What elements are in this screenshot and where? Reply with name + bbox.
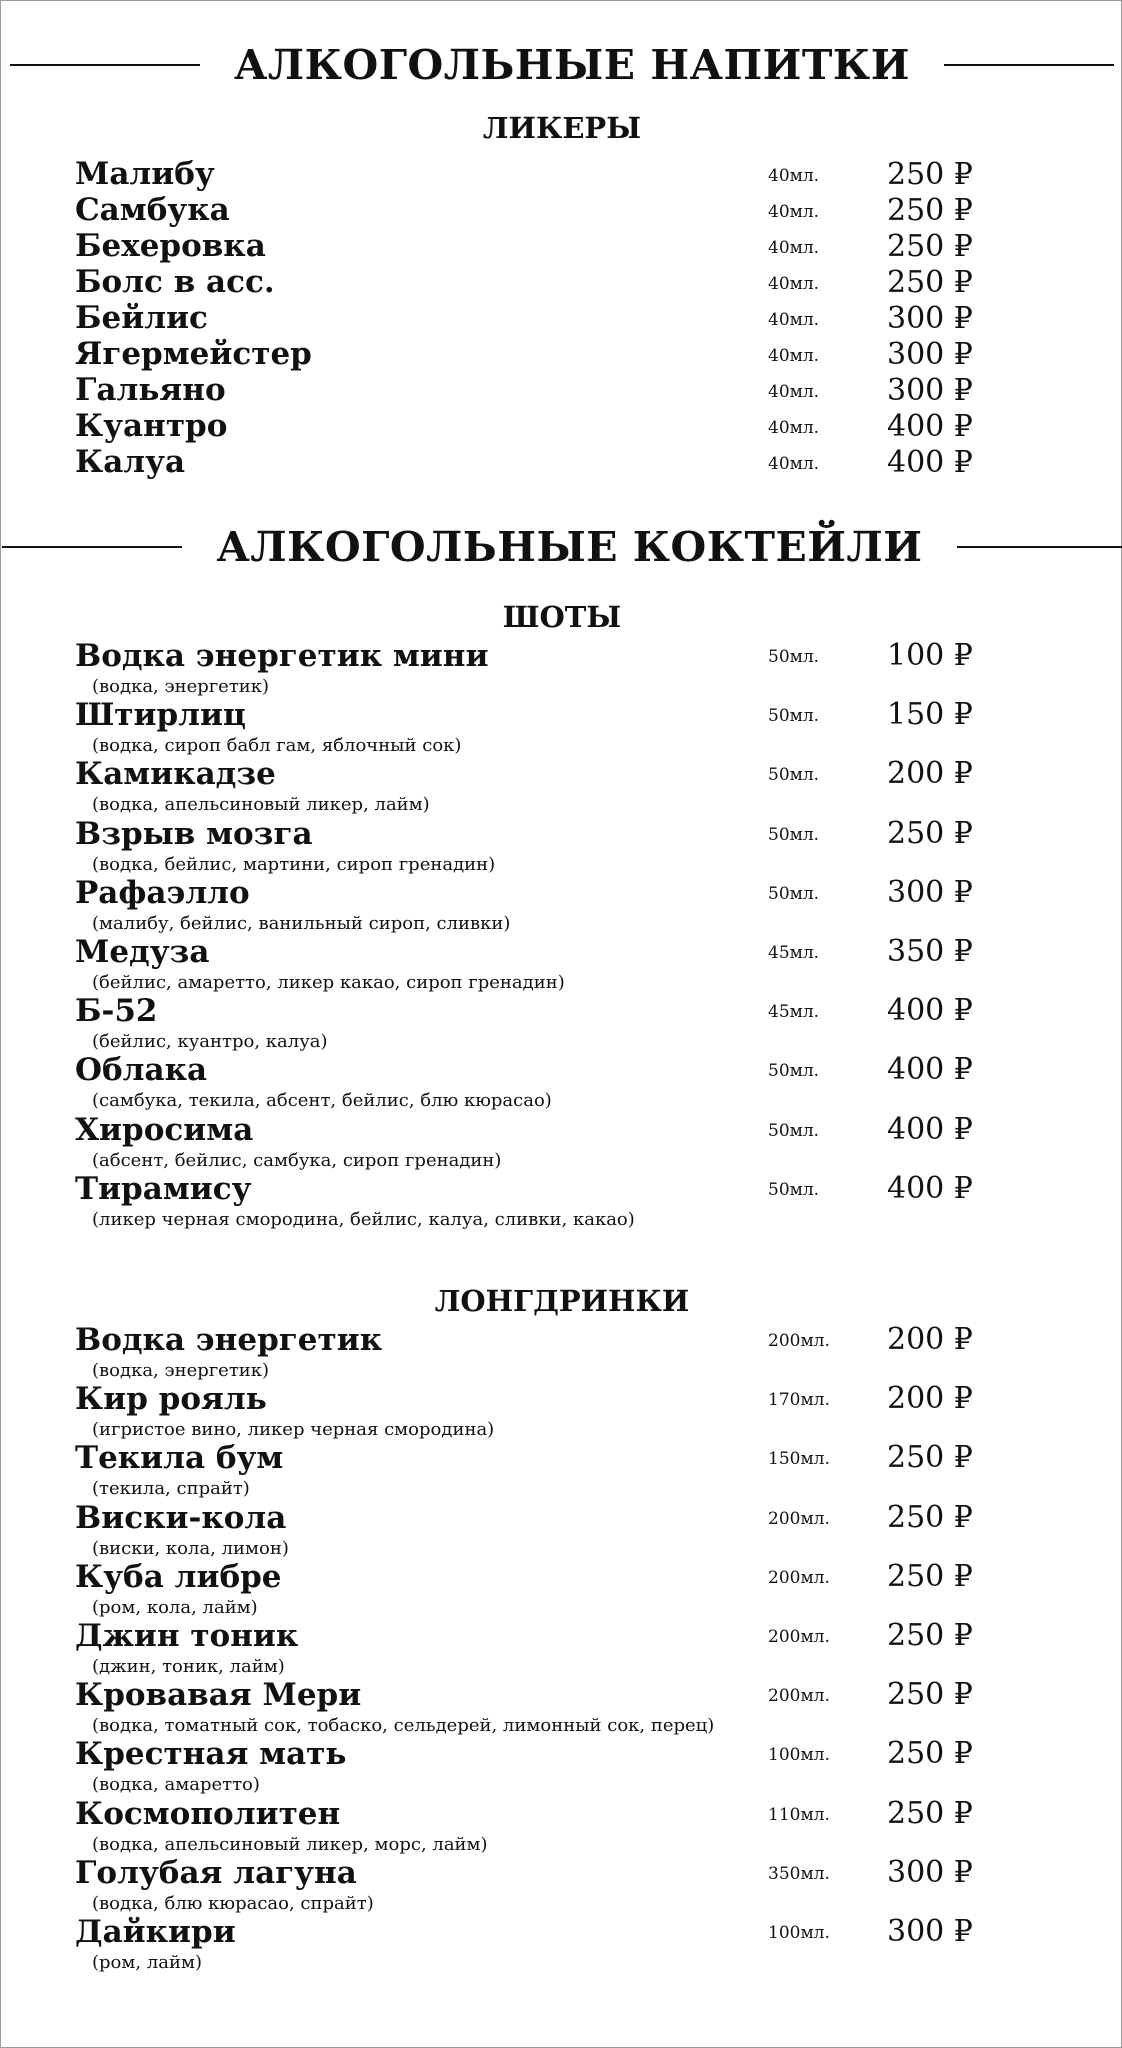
menu-item-volume: 50мл. [768,1061,820,1082]
menu-item-name: Облака [75,1052,208,1089]
menu-item-price: 400 ₽ [887,1111,973,1147]
header-rule-left [2,546,182,548]
menu-item-price: 200 ₽ [887,1381,973,1417]
menu-item-price: 300 ₽ [887,1913,973,1949]
menu-item-name: Малибу [75,156,215,192]
menu-item-volume: 40мл. [768,202,820,222]
subsection-title-liqueurs: ЛИКЕРЫ [482,111,642,145]
menu-item-price: 250 ₽ [887,1736,973,1772]
menu-item-description: (ром, кола, лайм) [92,1596,258,1618]
menu-item-description: (игристое вино, ликер черная смородина) [92,1419,495,1441]
menu-item-volume: 170мл. [768,1390,830,1411]
menu-item-volume: 350мл. [768,1863,830,1884]
menu-item [1,1855,1122,1914]
menu-item-price: 200 ₽ [887,1322,973,1357]
longdrinks-list [1,1322,1122,1973]
menu-item-price: 300 ₽ [887,874,973,910]
section-title-cocktails: АЛКОГОЛЬНЫЕ КОКТЕЙЛИ [216,523,923,571]
menu-item-volume: 50мл. [768,1179,820,1200]
menu-item [1,299,1122,335]
menu-item-name: Кровавая Мери [75,1677,362,1714]
menu-item-volume: 40мл. [768,166,820,186]
menu-item [1,638,1122,697]
menu-item-name: Штирлиц [75,697,246,734]
menu-item-price: 400 ₽ [887,993,973,1029]
menu-item-volume: 200мл. [768,1331,830,1351]
menu-item-description: (водка, блю кюрасао, спрайт) [92,1892,374,1914]
menu-item-name: Голубая лагуна [75,1854,357,1891]
header-rule-right [944,64,1114,66]
menu-item [1,697,1122,756]
menu-item [1,407,1122,443]
shots-list [1,638,1122,1230]
menu-item-price: 300 ₽ [887,301,973,336]
menu-item-name: Камикадзе [75,756,276,793]
menu-item-description: (бейлис, куантро, калуа) [92,1031,328,1053]
header-rule-left [10,64,200,66]
menu-item-price: 250 ₽ [887,1558,973,1594]
menu-item-volume: 50мл. [768,765,820,786]
menu-item-name: Б-52 [75,993,158,1030]
menu-item-volume: 200мл. [768,1508,830,1529]
menu-item-name: Виски-кола [75,1499,287,1536]
header-rule-right [957,546,1122,548]
menu-item-price: 400 ₽ [887,445,973,480]
menu-item-volume: 150мл. [768,1449,830,1470]
menu-item-name: Гальяно [75,372,226,408]
menu-item [1,1618,1122,1677]
menu-item [1,1677,1122,1736]
menu-item-name: Водка энергетик мини [75,638,489,674]
menu-item-price: 250 ₽ [887,1677,973,1713]
menu-item-volume: 40мл. [768,274,820,294]
menu-item [1,1914,1122,1973]
menu-item-name: Ягермейстер [75,336,312,372]
menu-item-price: 150 ₽ [887,697,973,733]
menu-item-price: 300 ₽ [887,1854,973,1890]
menu-item-description: (водка, бейлис, мартини, сироп гренадин) [92,853,496,875]
menu-item-name: Хиросима [75,1111,254,1148]
menu-item-name: Текила бум [75,1440,284,1477]
menu-item-description: (водка, апельсиновый ликер, лайм) [92,794,430,816]
menu-item-volume: 45мл. [768,1002,820,1023]
menu-item-name: Куба либре [75,1558,282,1595]
menu-item [1,263,1122,299]
menu-item-volume: 50мл. [768,647,820,667]
menu-item [1,756,1122,815]
menu-item-name: Куантро [75,408,228,444]
menu-item-volume: 200мл. [768,1567,830,1588]
menu-item-price: 100 ₽ [887,638,973,673]
menu-item [1,1052,1122,1111]
menu-item-price: 300 ₽ [887,337,973,372]
menu-item-price: 400 ₽ [887,1052,973,1088]
menu-item-name: Болс в асс. [75,264,275,300]
menu-item-volume: 200мл. [768,1686,830,1707]
menu-item-price: 400 ₽ [887,1170,973,1206]
menu-item-description: (абсент, бейлис, самбука, сироп гренадин) [92,1149,502,1171]
menu-item-description: (водка, томатный сок, тобаско, сельдерей, лимонный сок, перец) [92,1715,715,1737]
menu-item [1,816,1122,875]
menu-item-name: Взрыв мозга [75,815,313,852]
alcohol-section-header [1,41,1122,89]
subsection-title-longdrinks: ЛОНГДРИНКИ [434,1284,690,1318]
menu-item-volume: 45мл. [768,942,820,963]
menu-item-name: Джин тоник [75,1617,299,1654]
menu-item-price: 250 ₽ [887,229,973,264]
menu-item-volume: 40мл. [768,238,820,258]
menu-item-volume: 100мл. [768,1745,830,1766]
menu-item [1,1381,1122,1440]
menu-item-name: Самбука [75,192,230,228]
menu-item-name: Водка энергетик [75,1322,383,1358]
menu-item-price: 250 ₽ [887,193,973,228]
menu-item-volume: 50мл. [768,706,820,727]
menu-item-volume: 40мл. [768,418,820,438]
menu-item-volume: 50мл. [768,824,820,845]
menu-item-description: (водка, апельсиновый ликер, морс, лайм) [92,1833,488,1855]
menu-item-price: 250 ₽ [887,1795,973,1831]
menu-item-volume: 40мл. [768,346,820,366]
menu-item [1,1322,1122,1381]
menu-item-volume: 110мл. [768,1804,830,1825]
menu-item-description: (виски, кола, лимон) [92,1537,289,1559]
menu-item [1,1171,1122,1230]
menu-item-description: (ликер черная смородина, бейлис, калуа, сливки, какао) [92,1208,635,1230]
menu-item-price: 250 ₽ [887,157,973,192]
menu-item-volume: 50мл. [768,883,820,904]
menu-item-name: Медуза [75,933,210,970]
menu-item-volume: 100мл. [768,1922,830,1943]
menu-item-name: Бехеровка [75,228,266,264]
menu-item [1,1796,1122,1855]
menu-item-name: Тирамису [75,1170,252,1207]
section-title-alcohol: АЛКОГОЛЬНЫЕ НАПИТКИ [234,41,910,89]
menu-item-price: 350 ₽ [887,933,973,969]
cocktails-section-header [1,523,1122,571]
menu-item [1,155,1122,191]
menu-item [1,1112,1122,1171]
menu-item-name: Кир рояль [75,1381,267,1418]
menu-item-volume: 40мл. [768,382,820,402]
menu-item-description: (джин, тоник, лайм) [92,1655,285,1677]
menu-item [1,335,1122,371]
menu-item-volume: 200мл. [768,1626,830,1647]
menu-item [1,227,1122,263]
menu-item-description: (ром, лайм) [92,1951,203,1973]
menu-item [1,443,1122,479]
menu-item-description: (водка, энергетик) [92,1360,270,1381]
menu-item [1,1736,1122,1795]
menu-item-description: (водка, амаретто) [92,1774,260,1796]
menu-item-price: 250 ₽ [887,1499,973,1535]
menu-item-description: (водка, энергетик) [92,676,270,697]
menu-item-price: 250 ₽ [887,815,973,851]
menu-item-volume: 40мл. [768,454,820,474]
menu-item-volume: 50мл. [768,1120,820,1141]
menu-item-description: (малибу, бейлис, ванильный сироп, сливки) [92,912,511,934]
menu-item-volume: 40мл. [768,310,820,330]
menu-item-name: Бейлис [75,300,208,336]
menu-item [1,1500,1122,1559]
menu-item [1,371,1122,407]
menu-item [1,191,1122,227]
liqueurs-list [1,155,1122,479]
menu-item [1,1559,1122,1618]
menu-item-price: 250 ₽ [887,1617,973,1653]
menu-item-description: (бейлис, амаретто, ликер какао, сироп гренадин) [92,971,565,993]
menu-item-description: (текила, спрайт) [92,1478,250,1500]
menu-item-description: (самбука, текила, абсент, бейлис, блю кюрасао) [92,1090,552,1112]
menu-item [1,875,1122,934]
menu-item-description: (водка, сироп бабл гам, яблочный сок) [92,735,462,757]
menu-item-price: 400 ₽ [887,409,973,444]
menu-item [1,934,1122,993]
menu-item-name: Калуа [75,444,186,480]
menu-item-name: Рафаэлло [75,874,250,911]
menu-item-price: 200 ₽ [887,756,973,792]
menu-item [1,993,1122,1052]
menu-item-price: 250 ₽ [887,265,973,300]
menu-item-price: 250 ₽ [887,1440,973,1476]
menu-item-name: Космополитен [75,1795,341,1832]
menu-item-price: 300 ₽ [887,373,973,408]
menu-item [1,1440,1122,1499]
menu-item-name: Дайкири [75,1913,236,1950]
menu-item-name: Крестная мать [75,1736,347,1773]
subsection-title-shots: ШОТЫ [502,600,622,634]
